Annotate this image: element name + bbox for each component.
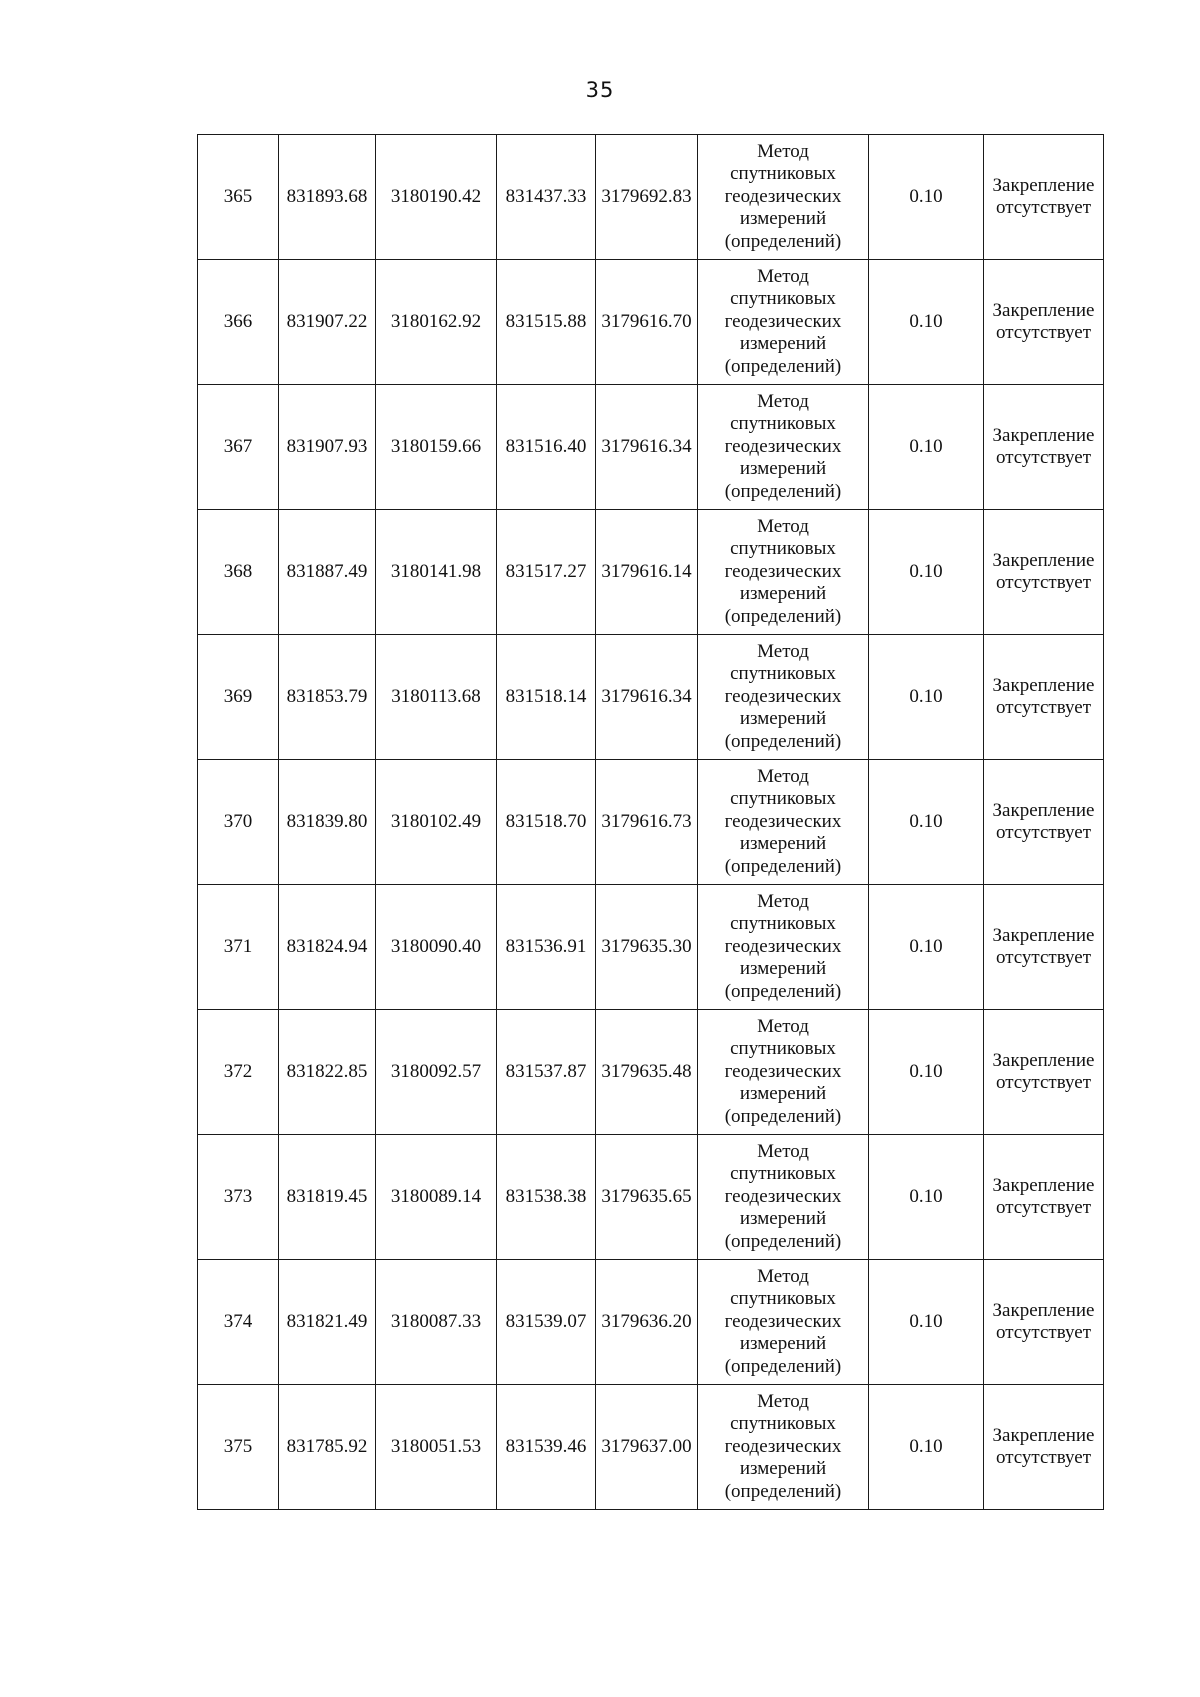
x-coordinate-cell: 831785.92 xyxy=(279,1385,376,1510)
y-coordinate-cell: 3180090.40 xyxy=(376,885,497,1010)
point-number-cell: 367 xyxy=(198,385,279,510)
table-row xyxy=(198,1135,1104,1260)
x-coordinate-cell: 831907.22 xyxy=(279,260,376,385)
y-coordinate-cell: 3180102.49 xyxy=(376,760,497,885)
accuracy-cell: 0.10 xyxy=(869,1260,984,1385)
point-number-cell: 365 xyxy=(198,135,279,260)
point-number-cell: 372 xyxy=(198,1010,279,1135)
table-row xyxy=(198,135,1104,260)
x-coordinate-cell: 831839.80 xyxy=(279,760,376,885)
fixing-description-cell: Закрепление отсутствует xyxy=(984,1135,1104,1260)
x-coordinate-2-cell: 831539.46 xyxy=(497,1385,596,1510)
point-number-cell: 371 xyxy=(198,885,279,1010)
fixing-description-cell: Закрепление отсутствует xyxy=(984,635,1104,760)
table-row xyxy=(198,635,1104,760)
x-coordinate-cell: 831819.45 xyxy=(279,1135,376,1260)
y-coordinate-2-cell: 3179692.83 xyxy=(596,135,698,260)
accuracy-cell: 0.10 xyxy=(869,635,984,760)
x-coordinate-2-cell: 831437.33 xyxy=(497,135,596,260)
point-number-cell: 366 xyxy=(198,260,279,385)
x-coordinate-cell: 831853.79 xyxy=(279,635,376,760)
method-cell: Метод спутниковых геодезических измерений (определений) xyxy=(698,135,869,260)
accuracy-cell: 0.10 xyxy=(869,1385,984,1510)
x-coordinate-cell: 831887.49 xyxy=(279,510,376,635)
accuracy-cell: 0.10 xyxy=(869,885,984,1010)
accuracy-cell: 0.10 xyxy=(869,510,984,635)
accuracy-cell: 0.10 xyxy=(869,760,984,885)
coordinates-table xyxy=(197,134,1104,1510)
x-coordinate-cell: 831907.93 xyxy=(279,385,376,510)
point-number-cell: 370 xyxy=(198,760,279,885)
point-number-cell: 374 xyxy=(198,1260,279,1385)
x-coordinate-2-cell: 831518.14 xyxy=(497,635,596,760)
y-coordinate-cell: 3180159.66 xyxy=(376,385,497,510)
y-coordinate-cell: 3180087.33 xyxy=(376,1260,497,1385)
x-coordinate-2-cell: 831518.70 xyxy=(497,760,596,885)
accuracy-cell: 0.10 xyxy=(869,385,984,510)
point-number-cell: 369 xyxy=(198,635,279,760)
y-coordinate-cell: 3180190.42 xyxy=(376,135,497,260)
table-row xyxy=(198,885,1104,1010)
table-row xyxy=(198,1010,1104,1135)
fixing-description-cell: Закрепление отсутствует xyxy=(984,1260,1104,1385)
method-cell: Метод спутниковых геодезических измерений (определений) xyxy=(698,1260,869,1385)
table-row xyxy=(198,760,1104,885)
x-coordinate-cell: 831821.49 xyxy=(279,1260,376,1385)
y-coordinate-cell: 3180051.53 xyxy=(376,1385,497,1510)
table-row xyxy=(198,385,1104,510)
fixing-description-cell: Закрепление отсутствует xyxy=(984,1385,1104,1510)
method-cell: Метод спутниковых геодезических измерений (определений) xyxy=(698,885,869,1010)
y-coordinate-2-cell: 3179616.70 xyxy=(596,260,698,385)
x-coordinate-2-cell: 831537.87 xyxy=(497,1010,596,1135)
y-coordinate-cell: 3180089.14 xyxy=(376,1135,497,1260)
method-cell: Метод спутниковых геодезических измерений (определений) xyxy=(698,760,869,885)
y-coordinate-2-cell: 3179616.14 xyxy=(596,510,698,635)
page-number: 35 xyxy=(585,78,615,102)
method-cell: Метод спутниковых геодезических измерений (определений) xyxy=(698,260,869,385)
method-cell: Метод спутниковых геодезических измерений (определений) xyxy=(698,1010,869,1135)
y-coordinate-cell: 3180092.57 xyxy=(376,1010,497,1135)
y-coordinate-2-cell: 3179637.00 xyxy=(596,1385,698,1510)
y-coordinate-2-cell: 3179635.30 xyxy=(596,885,698,1010)
y-coordinate-2-cell: 3179616.34 xyxy=(596,385,698,510)
method-cell: Метод спутниковых геодезических измерений (определений) xyxy=(698,1135,869,1260)
table-body xyxy=(198,135,1104,1510)
x-coordinate-2-cell: 831539.07 xyxy=(497,1260,596,1385)
fixing-description-cell: Закрепление отсутствует xyxy=(984,260,1104,385)
x-coordinate-2-cell: 831516.40 xyxy=(497,385,596,510)
y-coordinate-cell: 3180162.92 xyxy=(376,260,497,385)
y-coordinate-2-cell: 3179616.73 xyxy=(596,760,698,885)
accuracy-cell: 0.10 xyxy=(869,1135,984,1260)
method-cell: Метод спутниковых геодезических измерений (определений) xyxy=(698,635,869,760)
accuracy-cell: 0.10 xyxy=(869,260,984,385)
point-number-cell: 375 xyxy=(198,1385,279,1510)
x-coordinate-2-cell: 831538.38 xyxy=(497,1135,596,1260)
x-coordinate-2-cell: 831515.88 xyxy=(497,260,596,385)
table-row xyxy=(198,260,1104,385)
accuracy-cell: 0.10 xyxy=(869,135,984,260)
y-coordinate-2-cell: 3179616.34 xyxy=(596,635,698,760)
table-row xyxy=(198,1385,1104,1510)
method-cell: Метод спутниковых геодезических измерений (определений) xyxy=(698,385,869,510)
fixing-description-cell: Закрепление отсутствует xyxy=(984,510,1104,635)
method-cell: Метод спутниковых геодезических измерений (определений) xyxy=(698,510,869,635)
table-row xyxy=(198,1260,1104,1385)
y-coordinate-cell: 3180141.98 xyxy=(376,510,497,635)
table-row xyxy=(198,510,1104,635)
y-coordinate-cell: 3180113.68 xyxy=(376,635,497,760)
fixing-description-cell: Закрепление отсутствует xyxy=(984,885,1104,1010)
x-coordinate-cell: 831822.85 xyxy=(279,1010,376,1135)
y-coordinate-2-cell: 3179636.20 xyxy=(596,1260,698,1385)
point-number-cell: 373 xyxy=(198,1135,279,1260)
accuracy-cell: 0.10 xyxy=(869,1010,984,1135)
fixing-description-cell: Закрепление отсутствует xyxy=(984,760,1104,885)
x-coordinate-cell: 831893.68 xyxy=(279,135,376,260)
y-coordinate-2-cell: 3179635.48 xyxy=(596,1010,698,1135)
x-coordinate-cell: 831824.94 xyxy=(279,885,376,1010)
method-cell: Метод спутниковых геодезических измерений (определений) xyxy=(698,1385,869,1510)
fixing-description-cell: Закрепление отсутствует xyxy=(984,385,1104,510)
fixing-description-cell: Закрепление отсутствует xyxy=(984,135,1104,260)
fixing-description-cell: Закрепление отсутствует xyxy=(984,1010,1104,1135)
x-coordinate-2-cell: 831517.27 xyxy=(497,510,596,635)
point-number-cell: 368 xyxy=(198,510,279,635)
y-coordinate-2-cell: 3179635.65 xyxy=(596,1135,698,1260)
x-coordinate-2-cell: 831536.91 xyxy=(497,885,596,1010)
